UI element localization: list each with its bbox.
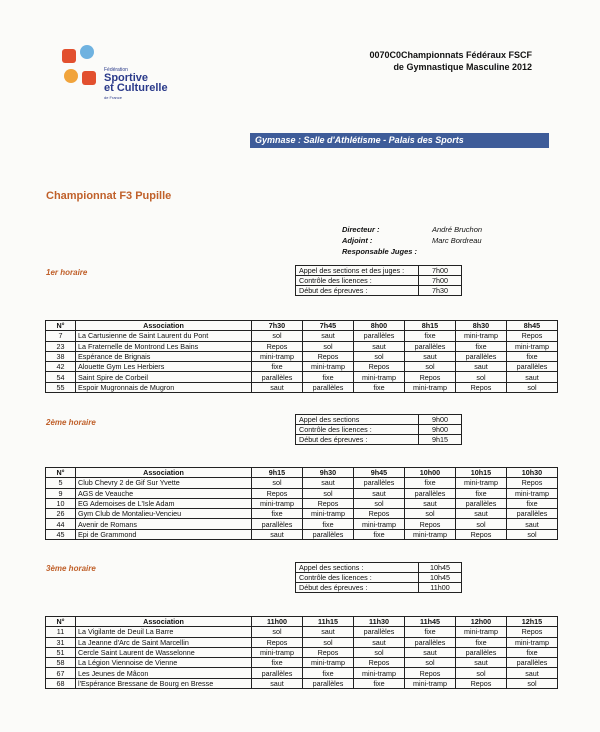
apparatus-cell: mini-tramp — [405, 678, 456, 688]
apparatus-cell: sol — [354, 351, 405, 361]
apparatus-cell: sol — [456, 519, 507, 529]
apparatus-cell: mini-tramp — [252, 647, 303, 657]
table-row — [46, 498, 558, 508]
horaire-2-label: 2ème horaire — [46, 418, 96, 427]
club-number: 23 — [46, 341, 76, 351]
header-number: N° — [46, 617, 76, 627]
table-row — [46, 351, 558, 361]
apparatus-cell: fixe — [456, 488, 507, 498]
apparatus-cell: saut — [405, 351, 456, 361]
table-row — [46, 519, 558, 529]
apparatus-cell: fixe — [456, 341, 507, 351]
apparatus-cell: parallèles — [303, 678, 354, 688]
logo-square-orange — [64, 69, 78, 83]
header-association: Association — [76, 321, 252, 331]
club-number: 31 — [46, 637, 76, 647]
apparatus-cell: Repos — [354, 658, 405, 668]
apparatus-cell: sol — [507, 382, 558, 392]
apparatus-cell: Repos — [405, 668, 456, 678]
logo-country: de France — [104, 95, 123, 100]
table-row — [46, 478, 558, 488]
apparatus-cell: saut — [252, 529, 303, 539]
header-time-slot: 10h30 — [507, 468, 558, 478]
table-header-row — [46, 617, 558, 627]
apparatus-cell: saut — [354, 341, 405, 351]
apparatus-cell: mini-tramp — [405, 529, 456, 539]
apparatus-cell: fixe — [456, 637, 507, 647]
apparatus-cell: fixe — [507, 647, 558, 657]
apparatus-cell: sol — [354, 647, 405, 657]
apparatus-cell: Repos — [354, 509, 405, 519]
apparatus-cell: saut — [405, 498, 456, 508]
header-time-slot: 11h30 — [354, 617, 405, 627]
horaire-3-label: 3ème horaire — [46, 564, 96, 573]
table-row — [46, 637, 558, 647]
apparatus-cell: mini-tramp — [507, 637, 558, 647]
schedule-value: 7h00 — [419, 266, 462, 276]
apparatus-cell: fixe — [303, 668, 354, 678]
header-time-slot: 8h30 — [456, 321, 507, 331]
schedule-label: Contrôle des licences : — [296, 573, 419, 583]
apparatus-cell: mini-tramp — [303, 362, 354, 372]
club-name: Epi de Grammond — [76, 529, 252, 539]
apparatus-cell: Repos — [354, 362, 405, 372]
apparatus-cell: parallèles — [252, 372, 303, 382]
staff-block — [342, 224, 482, 257]
club-name: La Légion Viennoise de Vienne — [76, 658, 252, 668]
apparatus-cell: sol — [252, 478, 303, 488]
apparatus-cell: mini-tramp — [252, 498, 303, 508]
apparatus-cell: parallèles — [405, 637, 456, 647]
header-time-slot: 12h00 — [456, 617, 507, 627]
club-number: 10 — [46, 498, 76, 508]
schedule-label: Début des épreuves : — [296, 435, 419, 445]
director-name: André Bruchon — [432, 225, 483, 234]
club-number: 26 — [46, 509, 76, 519]
championship-title: Championnat F3 Pupille — [46, 190, 172, 202]
apparatus-cell: saut — [252, 678, 303, 688]
club-name: AGS de Veauche — [76, 488, 252, 498]
apparatus-cell: parallèles — [252, 668, 303, 678]
apparatus-cell: sol — [507, 678, 558, 688]
apparatus-cell: mini-tramp — [354, 372, 405, 382]
club-name: Espoir Mugronnais de Mugron — [76, 382, 252, 392]
director-label: Directeur : — [342, 225, 380, 234]
horaire-3-table — [45, 616, 558, 689]
logo-square-blue — [80, 45, 94, 59]
gym-banner — [250, 133, 549, 148]
schedule-label: Début des épreuves : — [296, 286, 419, 296]
apparatus-cell: Repos — [303, 647, 354, 657]
schedule-value: 7h30 — [419, 286, 462, 296]
apparatus-cell: mini-tramp — [456, 478, 507, 488]
apparatus-cell: saut — [303, 627, 354, 637]
club-name: Cercle Saint Laurent de Wasselonne — [76, 647, 252, 657]
apparatus-cell: mini-tramp — [405, 382, 456, 392]
apparatus-cell: parallèles — [456, 351, 507, 361]
apparatus-cell: Repos — [252, 488, 303, 498]
club-name: Les Jeunes de Mâcon — [76, 668, 252, 678]
schedule-value: 9h15 — [419, 435, 462, 445]
apparatus-cell: mini-tramp — [354, 519, 405, 529]
club-name: Avenir de Romans — [76, 519, 252, 529]
table-row — [46, 627, 558, 637]
header-number: N° — [46, 468, 76, 478]
club-number: 38 — [46, 351, 76, 361]
header-time-slot: 8h15 — [405, 321, 456, 331]
apparatus-cell: fixe — [303, 519, 354, 529]
table-row — [46, 331, 558, 341]
apparatus-cell: saut — [456, 509, 507, 519]
header-time-slot: 7h30 — [252, 321, 303, 331]
header-time-slot: 8h00 — [354, 321, 405, 331]
apparatus-cell: Repos — [405, 372, 456, 382]
apparatus-cell: fixe — [354, 529, 405, 539]
club-number: 11 — [46, 627, 76, 637]
club-number: 58 — [46, 658, 76, 668]
apparatus-cell: parallèles — [405, 488, 456, 498]
header-time-slot: 9h30 — [303, 468, 354, 478]
header-line-2: de Gymnastique Masculine 2012 — [393, 62, 532, 72]
apparatus-cell: fixe — [252, 658, 303, 668]
header-association: Association — [76, 617, 252, 627]
club-name: La Cartusienne de Saint Laurent du Pont — [76, 331, 252, 341]
apparatus-cell: fixe — [507, 351, 558, 361]
schedule-value: 7h00 — [419, 276, 462, 286]
header-time-slot: 7h45 — [303, 321, 354, 331]
header-line-1: 0070C0Championnats Fédéraux FSCF — [369, 50, 532, 60]
apparatus-cell: fixe — [252, 509, 303, 519]
schedule-value: 10h45 — [419, 573, 462, 583]
apparatus-cell: fixe — [405, 478, 456, 488]
apparatus-cell: parallèles — [303, 382, 354, 392]
apparatus-cell: fixe — [303, 372, 354, 382]
apparatus-cell: parallèles — [354, 331, 405, 341]
apparatus-cell: fixe — [405, 331, 456, 341]
header-time-slot: 12h15 — [507, 617, 558, 627]
judges-label: Responsable Juges : — [342, 247, 418, 256]
apparatus-cell: Repos — [456, 382, 507, 392]
header-association: Association — [76, 468, 252, 478]
table-row — [46, 668, 558, 678]
table-row — [46, 382, 558, 392]
header-time-slot: 8h45 — [507, 321, 558, 331]
apparatus-cell: saut — [507, 519, 558, 529]
club-name: EG Ademoises de L'Isle Adam — [76, 498, 252, 508]
table-row — [46, 509, 558, 519]
apparatus-cell: Repos — [303, 498, 354, 508]
apparatus-cell: mini-tramp — [456, 627, 507, 637]
apparatus-cell: parallèles — [507, 362, 558, 372]
club-name: Club Chevry 2 de Gif Sur Yvette — [76, 478, 252, 488]
header-time-slot: 11h45 — [405, 617, 456, 627]
apparatus-cell: Repos — [405, 519, 456, 529]
apparatus-cell: sol — [303, 637, 354, 647]
club-number: 42 — [46, 362, 76, 372]
club-name: Espérance de Brignais — [76, 351, 252, 361]
apparatus-cell: sol — [252, 627, 303, 637]
header-time-slot: 9h15 — [252, 468, 303, 478]
table-row — [46, 341, 558, 351]
table-row — [46, 658, 558, 668]
apparatus-cell: sol — [354, 498, 405, 508]
club-name: Saint Spire de Corbeil — [76, 372, 252, 382]
apparatus-cell: Repos — [252, 341, 303, 351]
header-time-slot: 10h15 — [456, 468, 507, 478]
apparatus-cell: parallèles — [303, 529, 354, 539]
apparatus-cell: mini-tramp — [507, 488, 558, 498]
apparatus-cell: parallèles — [507, 509, 558, 519]
horaire-2-table — [45, 467, 558, 540]
horaire-1-schedule — [295, 265, 462, 296]
club-name: La Vigilante de Deuil La Barre — [76, 627, 252, 637]
apparatus-cell: fixe — [507, 498, 558, 508]
apparatus-cell: saut — [456, 658, 507, 668]
apparatus-cell: sol — [456, 668, 507, 678]
apparatus-cell: parallèles — [405, 341, 456, 351]
apparatus-cell: saut — [303, 478, 354, 488]
club-number: 9 — [46, 488, 76, 498]
header-time-slot: 11h00 — [252, 617, 303, 627]
table-row — [46, 488, 558, 498]
table-row — [46, 529, 558, 539]
document-header — [369, 49, 532, 73]
apparatus-cell: saut — [405, 647, 456, 657]
club-number: 44 — [46, 519, 76, 529]
apparatus-cell: saut — [303, 331, 354, 341]
apparatus-cell: fixe — [354, 382, 405, 392]
apparatus-cell: saut — [456, 362, 507, 372]
club-number: 5 — [46, 478, 76, 488]
schedule-value: 9h00 — [419, 425, 462, 435]
apparatus-cell: mini-tramp — [252, 351, 303, 361]
apparatus-cell: parallèles — [354, 478, 405, 488]
logo-federation: Fédération — [104, 67, 128, 73]
club-number: 7 — [46, 331, 76, 341]
apparatus-cell: fixe — [354, 678, 405, 688]
schedule-label: Contrôle des licences : — [296, 276, 419, 286]
apparatus-cell: fixe — [252, 362, 303, 372]
apparatus-cell: mini-tramp — [303, 658, 354, 668]
club-name: La Jeanne d'Arc de Saint Marcellin — [76, 637, 252, 647]
club-number: 45 — [46, 529, 76, 539]
apparatus-cell: sol — [456, 372, 507, 382]
apparatus-cell: mini-tramp — [456, 331, 507, 341]
table-row — [46, 647, 558, 657]
apparatus-cell: parallèles — [354, 627, 405, 637]
club-number: 51 — [46, 647, 76, 657]
table-header-row — [46, 468, 558, 478]
table-row — [46, 372, 558, 382]
apparatus-cell: fixe — [405, 627, 456, 637]
apparatus-cell: Repos — [303, 351, 354, 361]
apparatus-cell: sol — [303, 341, 354, 351]
club-name: La Fraternelle de Montrond Les Bains — [76, 341, 252, 351]
deputy-label: Adjoint : — [342, 236, 373, 245]
table-header-row — [46, 321, 558, 331]
apparatus-cell: mini-tramp — [303, 509, 354, 519]
apparatus-cell: Repos — [507, 331, 558, 341]
club-number: 67 — [46, 668, 76, 678]
schedule-label: Appel des sections — [296, 415, 419, 425]
club-name: l'Espérance Bressane de Bourg en Bresse — [76, 678, 252, 688]
apparatus-cell: mini-tramp — [507, 341, 558, 351]
horaire-1-label: 1er horaire — [46, 268, 88, 277]
table-row — [46, 678, 558, 688]
apparatus-cell: Repos — [456, 529, 507, 539]
apparatus-cell: Repos — [507, 478, 558, 488]
logo-square-red — [62, 49, 76, 63]
schedule-value: 10h45 — [419, 563, 462, 573]
apparatus-cell: saut — [507, 668, 558, 678]
apparatus-cell: saut — [354, 637, 405, 647]
apparatus-cell: saut — [252, 382, 303, 392]
header-time-slot: 11h15 — [303, 617, 354, 627]
schedule-value: 9h00 — [419, 415, 462, 425]
club-number: 68 — [46, 678, 76, 688]
logo-name: Sportive et Culturelle — [104, 72, 168, 94]
schedule-label: Appel des sections : — [296, 563, 419, 573]
apparatus-cell: sol — [405, 509, 456, 519]
logo-square-red2 — [82, 71, 96, 85]
apparatus-cell: sol — [303, 488, 354, 498]
apparatus-cell: sol — [507, 529, 558, 539]
horaire-3-schedule — [295, 562, 462, 593]
header-number: N° — [46, 321, 76, 331]
gym-banner-text: Gymnase : Salle d'Athlétisme - Palais des Sports — [255, 135, 464, 145]
horaire-2-schedule — [295, 414, 462, 445]
apparatus-cell: Repos — [252, 637, 303, 647]
club-name: Alouette Gym Les Herbiers — [76, 362, 252, 372]
apparatus-cell: sol — [405, 658, 456, 668]
club-name: Gym Club de Montalieu-Vencieu — [76, 509, 252, 519]
apparatus-cell: saut — [507, 372, 558, 382]
header-time-slot: 9h45 — [354, 468, 405, 478]
apparatus-cell: sol — [405, 362, 456, 372]
apparatus-cell: sol — [252, 331, 303, 341]
apparatus-cell: parallèles — [456, 498, 507, 508]
schedule-value: 11h00 — [419, 583, 462, 593]
horaire-1-table — [45, 320, 558, 393]
apparatus-cell: Repos — [456, 678, 507, 688]
apparatus-cell: saut — [354, 488, 405, 498]
schedule-label: Contrôle des licences : — [296, 425, 419, 435]
fscf-logo — [62, 45, 182, 107]
apparatus-cell: Repos — [507, 627, 558, 637]
apparatus-cell: mini-tramp — [354, 668, 405, 678]
apparatus-cell: parallèles — [456, 647, 507, 657]
apparatus-cell: parallèles — [252, 519, 303, 529]
club-number: 54 — [46, 372, 76, 382]
header-time-slot: 10h00 — [405, 468, 456, 478]
deputy-name: Marc Bordreau — [432, 236, 482, 245]
table-row — [46, 362, 558, 372]
schedule-label: Appel des sections et des juges : — [296, 266, 419, 276]
apparatus-cell: parallèles — [507, 658, 558, 668]
club-number: 55 — [46, 382, 76, 392]
schedule-label: Début des épreuves : — [296, 583, 419, 593]
